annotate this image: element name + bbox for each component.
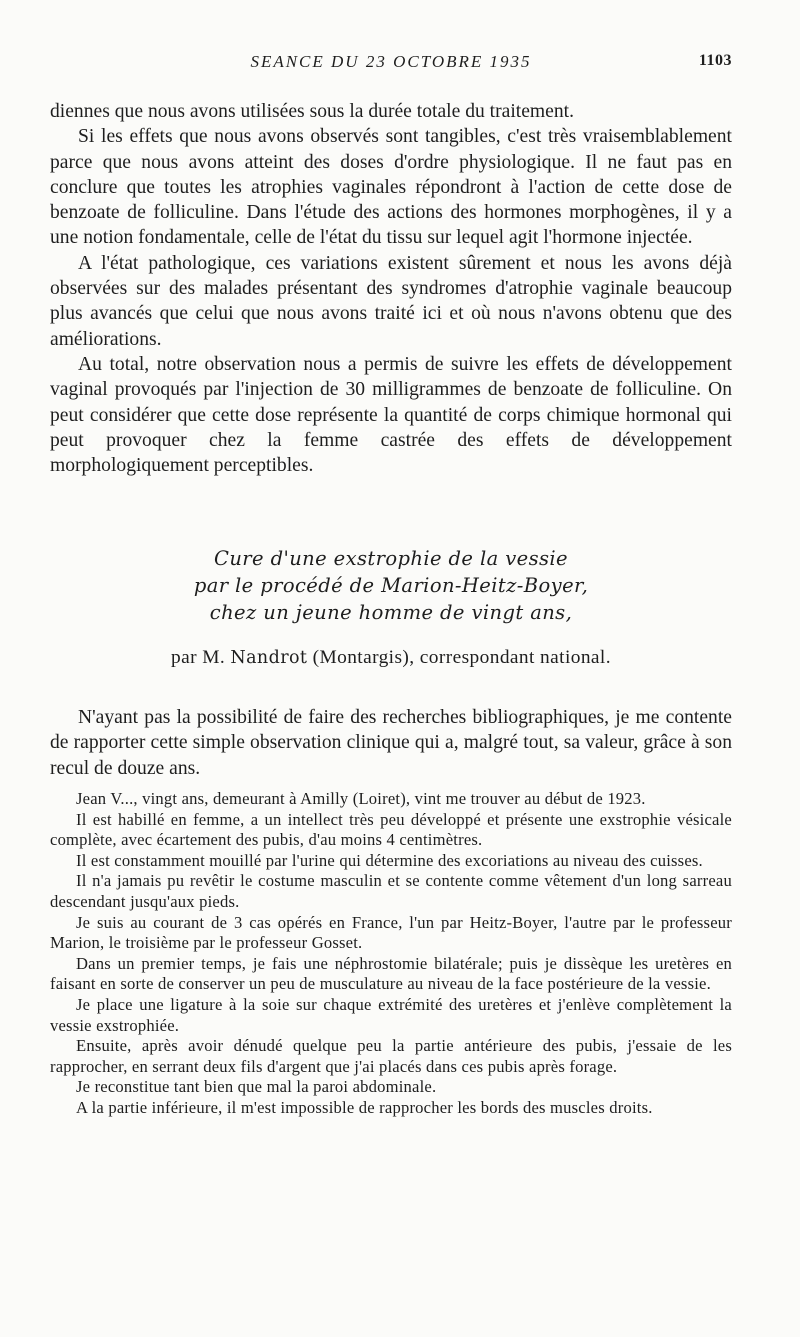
- intro-text: [50, 99, 732, 478]
- paragraph: A l'état pathologique, ces variations existent sûrement et nous les avons déjà observées sur des malades présentant des syndromes d'atrophie vaginale beaucoup plus avancés que celui que nous avons traité ici et où nous n'avons obtenu que des améliorations.: [50, 252, 732, 350]
- article-title-line: chez un jeune homme de vingt ans,: [209, 601, 573, 624]
- observation-paragraph: Je suis au courant de 3 cas opérés en France, l'un par Heitz-Boyer, l'autre par le professeur Marion, le troisième par le professeur Gosset.: [50, 912, 732, 953]
- paragraph: diennes que nous avons utilisées sous la durée totale du traitement.: [50, 101, 575, 122]
- observation-paragraph: Ensuite, après avoir dénudé quelque peu la partie antérieure des pubis, j'essaie de les rapprocher, en serrant deux fils d'argent que j'ai placés dans ces pubis après forage.: [50, 1036, 732, 1076]
- page-header: [50, 52, 732, 76]
- article-title-line: Cure d'une exstrophie de la vessie: [214, 547, 568, 570]
- observation-paragraph: Il est habillé en femme, a un intellect très peu développé et présente une exstrophie vésicale complète, avec écartement des pubis, d'au moins 4 centimètres.: [50, 809, 732, 850]
- observation-paragraph: Jean V..., vingt ans, demeurant à Amilly (Loiret), vint me trouver au début de 1923.: [76, 789, 646, 808]
- observation-text: [50, 789, 732, 1119]
- paragraph: Si les effets que nous avons observés sont tangibles, c'est très vraisemblablement parce que nous avons atteint des doses d'ordre physiologique. Il ne faut pas en conclure que toutes les atrophies vaginales répondront à l'action de cette dose de benzoate de folliculine. Dans l'étude des actions des hormones morphogènes, il y a une notion fondamentale, celle de l'état du tissu sur lequel agit l'hormone injectée.: [50, 126, 732, 249]
- observation-paragraph: A la partie inférieure, il m'est impossible de rapprocher les bords des muscles droits.: [76, 1097, 653, 1117]
- running-title: SEANCE DU 23 OCTOBRE 1935: [250, 52, 532, 71]
- observation-paragraph: Il est constamment mouillé par l'urine qui détermine des excoriations au niveau des cuisses.: [76, 850, 703, 870]
- author-name: Nandrot: [230, 648, 308, 668]
- paragraph: N'ayant pas la possibilité de faire des recherches bibliographiques, je me contente de rapporter cette simple observation clinique qui a, malgré tout, sa valeur, grâce à son recul de douze ans.: [50, 707, 732, 779]
- observation-paragraph: Il n'a jamais pu revêtir le costume masculin et se contente comme vêtement d'un long sarreau descendant jusqu'aux pieds.: [50, 871, 732, 911]
- observation-paragraph: Je place une ligature à la soie sur chaque extrémité des uretères et j'enlève complètement la vessie exstrophiée.: [50, 994, 732, 1035]
- byline-affiliation: (Montargis), correspondant national.: [312, 647, 611, 668]
- opening-text: [50, 705, 732, 781]
- byline-prefix: par M.: [171, 647, 226, 668]
- observation-paragraph: Dans un premier temps, je fais une néphrostomie bilatérale; puis je dissèque les uretères en faisant en sorte de conserver un peu de musculature au niveau de la face postérieure de la vessie.: [50, 953, 732, 994]
- article-title-line: par le procédé de Marion-Heitz-Boyer,: [193, 574, 589, 597]
- paragraph: Au total, notre observation nous a permis de suivre les effets de développement vaginal provoqués par l'injection de 30 milligrammes de benzoate de folliculine. On peut considérer que cette dose représente la quantité de corps chimique hormonal qui peut provoquer chez la femme castrée des effets de développement morphologiquement perceptibles.: [50, 353, 732, 477]
- article-title: [50, 545, 732, 626]
- page-number: 1103: [698, 52, 732, 69]
- byline: [50, 647, 732, 669]
- observation-paragraph: Je reconstitue tant bien que mal la paroi abdominale.: [76, 1077, 437, 1097]
